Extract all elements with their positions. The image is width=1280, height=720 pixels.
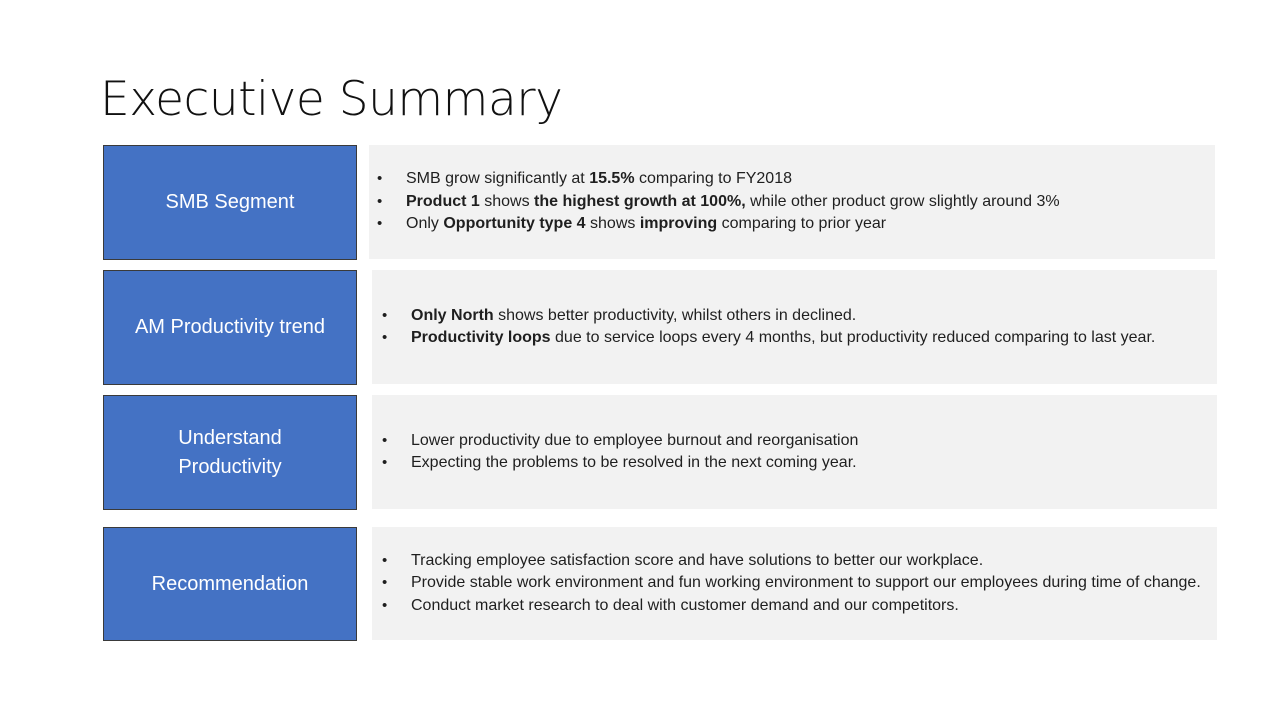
- bullet-text: shows better productivity, whilst others in declined.: [493, 306, 857, 324]
- bullet-text-bold: Product 1: [406, 192, 480, 210]
- bullet-text: comparing to prior year: [717, 215, 887, 233]
- bullet-text: Tracking employee satisfaction score and have solutions to better our workplace.: [411, 551, 984, 569]
- segment-label-smb: [103, 145, 357, 260]
- bullet-item: [377, 213, 1205, 236]
- bullet-text: due to service loops every 4 months, but productivity reduced comparing to last year.: [550, 329, 1156, 346]
- bullet-text-bold: Opportunity type 4: [443, 215, 586, 233]
- summary-panel-am-productivity: [372, 270, 1217, 384]
- bullet-text: shows: [585, 215, 640, 233]
- bullet-text-bold: Only North: [411, 306, 494, 324]
- bullet-text-bold: 15.5%: [589, 170, 635, 188]
- bullet-list: [382, 305, 1207, 350]
- summary-panel-smb: [369, 145, 1215, 259]
- bullet-item: [377, 168, 1205, 191]
- bullet-item: [382, 327, 1207, 350]
- bullet-text-bold: the highest growth at 100%,: [534, 192, 746, 210]
- bullet-item: [382, 305, 1207, 328]
- page-title: Executive Summary: [100, 72, 563, 127]
- summary-panel-recommendation: [372, 527, 1217, 640]
- bullet-text: Expecting the problems to be resolved in the next coming year.: [411, 454, 857, 471]
- bullet-item: [382, 452, 1207, 475]
- segment-label-text: Recommendation: [151, 572, 309, 595]
- segment-label-text: AM Productivity trend: [134, 316, 326, 338]
- bullet-list: [377, 168, 1205, 236]
- segment-label-recommendation: [103, 527, 357, 641]
- bullet-text: shows: [479, 192, 535, 210]
- bullet-text: SMB grow significantly at: [406, 170, 590, 188]
- bullet-text: Conduct market research to deal with customer demand and our competitors.: [411, 596, 959, 614]
- bullet-text: Provide stable work environment and fun working environment to support our employees during time of change.: [411, 574, 1201, 592]
- bullet-text-bold: improving: [639, 215, 718, 233]
- bullet-item: [382, 572, 1207, 595]
- bullet-text: comparing to FY2018: [634, 170, 792, 188]
- bullet-text: Lower productivity due to employee burnout and reorganisation: [411, 431, 859, 449]
- segment-label-text: SMB Segment: [165, 191, 295, 213]
- bullet-text: while other product grow slightly around 3%: [745, 192, 1060, 210]
- summary-panel-understand-productivity: [372, 395, 1217, 509]
- bullet-item: [382, 550, 1207, 573]
- bullet-item: [382, 595, 1207, 618]
- bullet-item: [377, 191, 1205, 214]
- bullet-text: Only: [406, 215, 444, 233]
- bullet-text-bold: Productivity loops: [411, 329, 551, 346]
- bullet-item: [382, 430, 1207, 453]
- bullet-list: [382, 430, 1207, 475]
- bullet-list: [382, 550, 1207, 618]
- segment-label-am-productivity: [103, 270, 357, 385]
- segment-label-understand-productivity: [103, 395, 357, 510]
- segment-label-text: Understand Productivity: [178, 426, 282, 478]
